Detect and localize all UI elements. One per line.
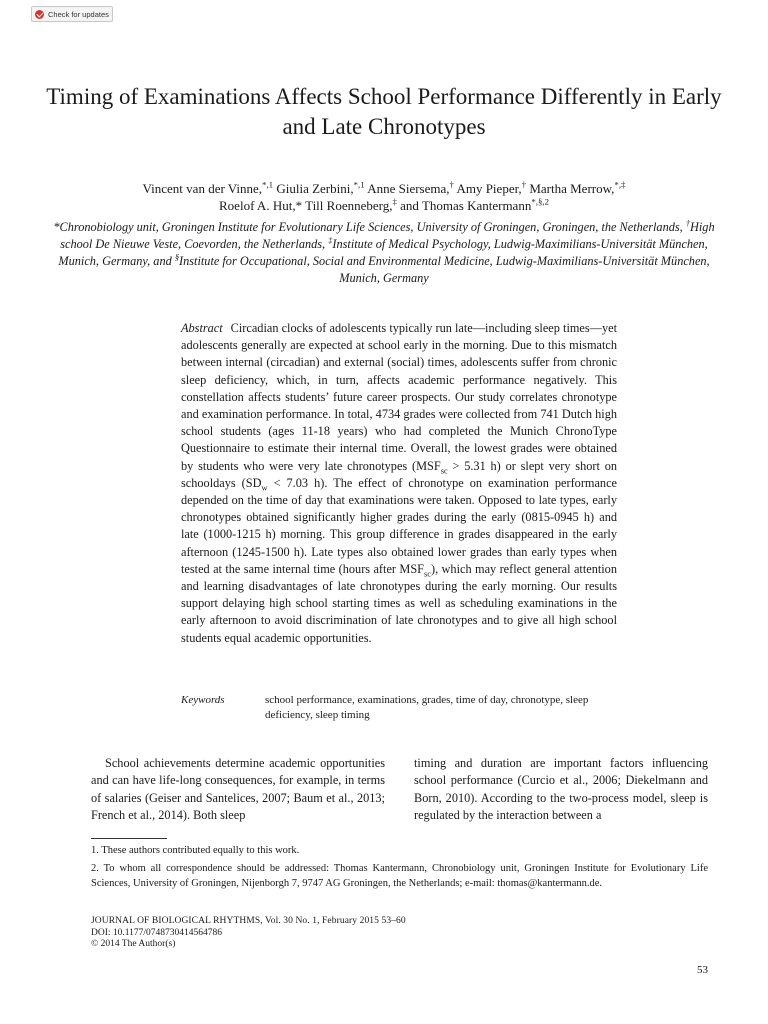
abstract-text: Circadian clocks of adolescents typically run late—including sleep times—yet adolescents generally are expected at school early in the morning. Due to this mismatch between internal (circadian) and external (social) times, adolescents suffer from chronic sleep deficiency, which, in turn, affects academic performance negatively. This constellation affects students’ future career prospects. Our study correlates chronotype and examination performance. In total, 4734 grades were collected from 741 Dutch high school students (ages 11-18 years) who had completed the Munich ChronoType Questionnaire to estimate their internal time. Overall, the lowest grades were obtained by students who were very late chronotypes (MSF bbox=[181, 321, 617, 473]
body-column-right: timing and duration are important factors influencing school performance (Curcio et al., 2006; Diekelmann and Born, 2010). According to the two-process model, sleep is regulated by the interaction between a bbox=[414, 756, 708, 822]
author-mark: *,§,2 bbox=[531, 196, 549, 207]
affiliation-mark: † bbox=[685, 218, 690, 228]
author-name: Vincent van der Vinne, bbox=[142, 181, 263, 196]
check-for-updates-badge[interactable] bbox=[31, 6, 113, 22]
abstract-text: ), which may reflect general attention and learning disadvantages of late chronotypes during the early morning. Our results support delaying high school starting times as well as scheduling examinations in the early afternoon to avoid discrimination of late chronotypes and to give all high school students equal academic opportunities. bbox=[181, 561, 617, 645]
author-mark: *,‡ bbox=[614, 179, 626, 190]
journal-doi: DOI: 10.1177/0748730414564786 bbox=[91, 927, 223, 938]
journal-info bbox=[91, 916, 591, 951]
author-name: and Thomas Kantermann bbox=[396, 198, 532, 213]
page-number: 53 bbox=[697, 964, 708, 976]
check-updates-icon bbox=[35, 10, 44, 19]
author-mark: *,1 bbox=[353, 179, 365, 190]
affiliation-4: Institute for Occupational, Social and Environmental Medicine, Ludwig-Maximilians-Universität München, Munich, Germany bbox=[179, 254, 710, 285]
author-name: Anne Siersema, bbox=[364, 181, 450, 196]
author-name: Giulia Zerbini, bbox=[273, 181, 354, 196]
abstract-subscript: sc bbox=[424, 569, 431, 579]
footnote-1: 1. These authors contributed equally to this work. bbox=[91, 845, 300, 856]
keywords-text: school performance, examinations, grades, time of day, chronotype, sleep deficiency, sleep timing bbox=[265, 694, 589, 721]
footnote-divider bbox=[91, 838, 167, 839]
affiliation-mark: § bbox=[174, 252, 180, 262]
abstract-label: Abstract bbox=[181, 321, 223, 335]
affiliation-3: Institute of Medical Psychology, Ludwig-Maximilians-Universität München, Munich, Germany, and bbox=[58, 237, 708, 268]
author-mark: † bbox=[449, 179, 454, 190]
affiliation-mark: ‡ bbox=[328, 235, 333, 245]
footnotes bbox=[91, 843, 708, 891]
affiliations bbox=[40, 219, 728, 287]
article-title: Timing of Examinations Affects School Performance Differently in Early and Late Chronotypes bbox=[46, 84, 722, 139]
author-mark: *,1 bbox=[262, 179, 274, 190]
author-name: Amy Pieper, bbox=[453, 181, 522, 196]
author-mark: ‡ bbox=[392, 196, 397, 207]
abstract-text: > 5.31 h) or slept very short on schooldays (SD bbox=[181, 458, 617, 490]
author-mark: † bbox=[521, 179, 527, 190]
affiliation-1: *Chronobiology unit, Groningen Institute for Evolutionary Life Sciences, University of Groningen, Groningen, the Netherlands, bbox=[53, 220, 686, 234]
abstract-text: < 7.03 h). The effect of chronotype on examination performance depended on the time of day that examinations were taken. Opposed to late types, early chronotypes obtained significantly higher grades during the early (0815-0945 h) and late (1000-1215 h) morning. This group difference in grades disappeared in the early afternoon (1245-1500 h). Late types also obtained lower grades than early types when tested at the same internal time (hours after MSF bbox=[181, 475, 617, 576]
badge-label: Check for updates bbox=[48, 9, 109, 19]
author-list bbox=[40, 180, 728, 214]
abstract bbox=[181, 320, 617, 647]
keywords bbox=[181, 693, 617, 723]
author-name: Roelof A. Hut,* Till Roenneberg, bbox=[219, 198, 393, 213]
keywords-label: Keywords bbox=[181, 694, 225, 706]
journal-copyright: © 2014 The Author(s) bbox=[91, 939, 176, 949]
journal-citation: JOURNAL OF BIOLOGICAL RHYTHMS, Vol. 30 No. 1, February 2015 53–60 bbox=[91, 916, 406, 926]
abstract-subscript: sc bbox=[440, 466, 448, 476]
body-column-left: School achievements determine academic opportunities and can have life-long consequences, for example, in terms of salaries (Geiser and Santelices, 2007; Baum et al., 2013; French et al., 2014). Both sleep bbox=[91, 756, 385, 822]
author-name: Martha Merrow, bbox=[526, 181, 615, 196]
abstract-subscript: w bbox=[261, 483, 268, 493]
footnote-2: 2. To whom all correspondence should be addressed: Thomas Kantermann, Chronobiology unit, Groningen Institute for Evolutionary Life Sciences, University of Groningen, Nijenborgh 7, 9747 AG Groningen, the Netherlands; e-mail: thomas@kantermann.de. bbox=[91, 863, 708, 889]
affiliation-2: High school De Nieuwe Veste, Coevorden, the Netherlands, bbox=[60, 220, 715, 251]
